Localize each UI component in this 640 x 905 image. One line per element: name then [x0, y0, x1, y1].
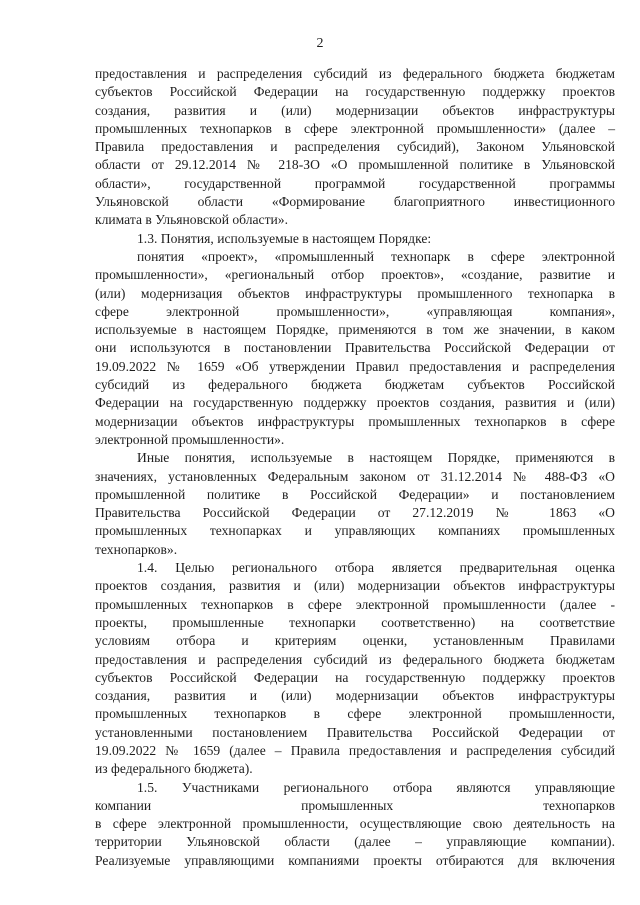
text-line: компании промышленных технопарков: [95, 797, 615, 813]
document-body: [95, 65, 615, 870]
text-line: области от 29.12.2014 № 218-ЗО «О промышленной политике в Ульяновской: [95, 157, 615, 173]
text-line: Ульяновской области «Формирование благоприятного инвестиционного: [95, 194, 615, 210]
text-line: из федерального бюджета).: [95, 761, 253, 777]
text-line: создания, развития и (или) модернизации объектов инфраструктуры: [95, 688, 615, 704]
text-line: проекты, промышленные технопарки соответственно) на соответствие: [95, 614, 615, 630]
text-line: электронной промышленности».: [95, 431, 285, 447]
text-line: 19.09.2022 № 1659 «Об утверждении Правил предоставления и распределения: [95, 358, 615, 374]
text-line: сфере электронной промышленности», «управляющая компания»,: [95, 303, 615, 319]
text-line: промышленных технопарках и управляющих компаниях промышленных: [95, 523, 615, 539]
text-line: предоставления и распределения субсидий из федерального бюджета бюджетам: [95, 651, 615, 667]
text-line: субъектов Российской Федерации на государственную поддержку проектов: [95, 669, 615, 685]
text-line: в сфере электронной промышленности, осуществляющие свою деятельность на: [95, 816, 615, 832]
text-line: условиям отбора и критериям оценки, установленным Правилами: [95, 633, 615, 649]
text-line: Правительства Российской Федерации от 27.12.2019 № 1863 «О: [95, 505, 615, 521]
text-line: субъектов Российской Федерации на государственную поддержку проектов: [95, 84, 615, 100]
text-line: 1.5. Участниками регионального отбора являются управляющие: [137, 779, 615, 795]
text-line: промышленных технопарков в сфере электронной промышленности» (далее –: [95, 120, 615, 136]
text-line: создания, развития и (или) модернизации объектов инфраструктуры: [95, 102, 615, 118]
text-line: промышленных технопарков в сфере электронной промышленности,: [95, 706, 615, 722]
text-line: промышленности», «региональный отбор проектов», «создание, развитие и: [95, 267, 615, 283]
text-line: промышленных технопарков в сфере электронной промышленности (далее -: [95, 596, 615, 612]
text-line: субсидий из федерального бюджета бюджетам субъектов Российской: [95, 377, 615, 393]
text-line: предоставления и распределения субсидий из федерального бюджета бюджетам: [95, 66, 615, 81]
text-line: Иные понятия, используемые в настоящем Порядке, применяются в: [137, 450, 615, 466]
text-line: климата в Ульяновской области».: [95, 212, 288, 228]
text-line: 1.3. Понятия, используемые в настоящем Порядке:: [137, 230, 432, 246]
text-line: Федерации на государственную поддержку проектов создания, развития и (или): [95, 395, 615, 411]
text-line: территории Ульяновской области (далее – управляющие компании).: [95, 834, 615, 850]
text-line: проектов создания, развития и (или) модернизации объектов инфраструктуры: [95, 578, 615, 594]
text-line: они используются в постановлении Правительства Российской Федерации от: [95, 340, 615, 356]
text-line: модернизации объектов инфраструктуры промышленных технопарков в сфере: [95, 413, 615, 429]
text-line: Правила предоставления и распределения субсидий), Законом Ульяновской: [95, 139, 615, 155]
page-number: 2: [316, 36, 324, 51]
text-line: 1.4. Целью регионального отбора является предварительная оценка: [137, 560, 615, 576]
text-line: 19.09.2022 № 1659 (далее – Правила предоставления и распределения субсидий: [95, 742, 615, 758]
text-line: понятия «проект», «промышленный технопарк в сфере электронной: [137, 248, 615, 264]
text-line: области», государственной программой государственной программы: [95, 175, 615, 191]
text-line: установленными постановлением Правительства Российской Федерации от: [95, 724, 615, 740]
text-line: технопарков».: [95, 541, 178, 557]
text-line: (или) модернизация объектов инфраструктуры промышленного технопарка в: [95, 285, 615, 301]
text-line: значениях, установленных Федеральным законом от 31.12.2014 № 488-ФЗ «О: [95, 468, 615, 484]
text-line: промышленной политике в Российской Федерации» и постановлением: [95, 486, 615, 502]
text-line: используемые в настоящем Порядке, применяются в том же значении, в каком: [95, 322, 615, 338]
text-line: Реализуемые управляющими компаниями проекты отбираются для включения: [95, 852, 615, 868]
